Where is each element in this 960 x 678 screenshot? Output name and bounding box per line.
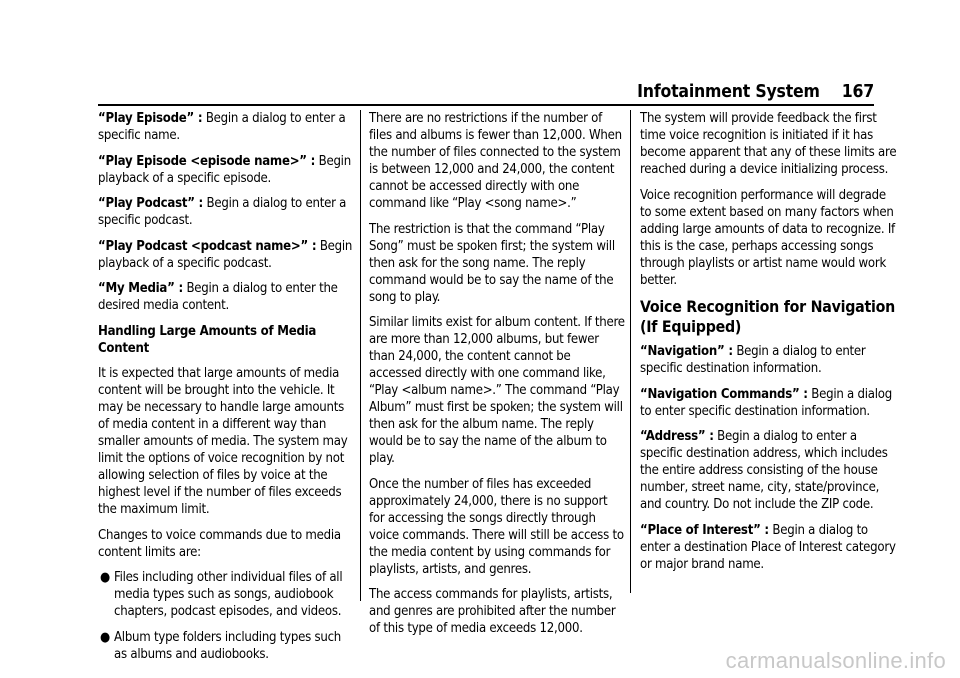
paragraph: There are no restrictions if the number of files and albums is fewer than 12,000. When the number of files connected to the system is between 12,000 and 24,000, the content cannot be accessed directly with one command like “Play <song name>.” bbox=[369, 111, 622, 211]
command-term: “Play Podcast” : bbox=[98, 196, 204, 211]
bullet-text: Album type folders including types such as albums and audiobooks. bbox=[114, 629, 342, 662]
column-divider bbox=[630, 110, 631, 593]
column-middle bbox=[369, 110, 626, 646]
command-term: “My Media” : bbox=[98, 281, 183, 296]
command-desc: Begin a dialog to enter the desired media content. bbox=[98, 281, 338, 313]
header-rule bbox=[98, 104, 874, 106]
bullet-icon: ● bbox=[100, 570, 110, 585]
paragraph: Once the number of files has exceeded approximately 24,000, there is no support for accessing the songs directly through voice commands. There will still be access to the media content by using commands for playlists, artists, and genres. bbox=[369, 476, 624, 577]
bullet-list bbox=[98, 569, 355, 663]
command-term: “Navigation Commands” : bbox=[640, 386, 808, 402]
command-entry bbox=[640, 386, 897, 420]
command-desc: Begin playback of a specific episode. bbox=[98, 153, 351, 186]
command-entry bbox=[98, 153, 355, 187]
page-header bbox=[0, 80, 874, 104]
paragraph: Voice recognition performance will degrade to some extent based on many factors when adding large amounts of data to recognize. If this is the case, perhaps accessing songs through playlists or artist name would work better. bbox=[640, 187, 895, 288]
bullet-text: Files including other individual files of all media types such as songs, audiobook chapters, podcast episodes, and videos. bbox=[114, 570, 343, 619]
command-entry bbox=[98, 110, 355, 144]
bullet-icon: ● bbox=[100, 629, 110, 645]
subheading: Handling Large Amounts of Media Content bbox=[98, 323, 317, 356]
column-divider bbox=[360, 110, 361, 601]
command-desc: Begin playback of a specific podcast. bbox=[98, 238, 353, 271]
command-entry bbox=[98, 280, 355, 314]
paragraph: The restriction is that the command “Play Song” must be spoken first; the system will then ask for the song name. The reply command would be to say the name of the song to play. bbox=[369, 221, 615, 305]
command-entry bbox=[640, 428, 897, 513]
paragraph: Similar limits exist for album content. If there are more than 12,000 albums, but fewer than 24,000, the content cannot be accessed directly with one command like, “Play <album name>.” The command “Play Album” must first be spoken; the system will then ask for the album name. The reply would be to say the name of the album to play. bbox=[369, 315, 625, 466]
command-desc: Begin a dialog to enter a specific destination address, which includes the entire address consisting of the house number, street name, city, state/province, and country. Do not include the ZIP code. bbox=[640, 429, 888, 512]
command-entry bbox=[640, 343, 897, 377]
column-left bbox=[98, 110, 355, 671]
command-desc: Begin a dialog to enter a specific name. bbox=[98, 111, 346, 143]
bullet-item bbox=[98, 629, 355, 663]
command-entry bbox=[98, 195, 355, 229]
section-title: Infotainment System bbox=[637, 82, 820, 102]
command-term: “Place of Interest” : bbox=[640, 522, 769, 538]
column-right bbox=[640, 110, 897, 581]
command-entry bbox=[98, 238, 355, 272]
page-number: 167 bbox=[841, 82, 874, 102]
paragraph: It is expected that large amounts of media content will be brought into the vehicle. It may be necessary to handle large amounts of media content in a different way than smaller amounts of media. The system may limit the options of voice recognition by not allowing selection of files by voice at the highest level if the number of files exceeds the maximum limit. bbox=[98, 366, 348, 517]
command-term: “Play Episode” : bbox=[98, 111, 203, 126]
bullet-item bbox=[98, 569, 355, 620]
paragraph: Changes to voice commands due to media content limits are: bbox=[98, 527, 341, 560]
command-desc: Begin a dialog to enter a destination Place of Interest category or major brand name. bbox=[640, 522, 896, 572]
paragraph: The access commands for playlists, artists, and genres are prohibited after the number of this type of media exceeds 12,000. bbox=[369, 587, 616, 636]
command-term: “Play Podcast <podcast name>” : bbox=[98, 238, 317, 254]
command-term: “Navigation” : bbox=[640, 344, 733, 359]
command-term: “Address” : bbox=[640, 429, 714, 444]
command-term: “Play Episode <episode name>” : bbox=[98, 153, 316, 169]
command-desc: Begin a dialog to enter specific destination information. bbox=[640, 344, 866, 376]
watermark: carmanualsonline.info bbox=[725, 648, 946, 673]
command-entry bbox=[640, 522, 897, 573]
command-desc: Begin a dialog to enter specific destination information. bbox=[640, 386, 892, 419]
command-desc: Begin a dialog to enter a specific podcast. bbox=[98, 196, 347, 228]
paragraph: The system will provide feedback the first time voice recognition is initiated if it has become apparent that any of these limits are reached during a device initializing process. bbox=[640, 111, 897, 177]
section-heading: Voice Recognition for Navigation (If Equipped) bbox=[640, 297, 896, 336]
